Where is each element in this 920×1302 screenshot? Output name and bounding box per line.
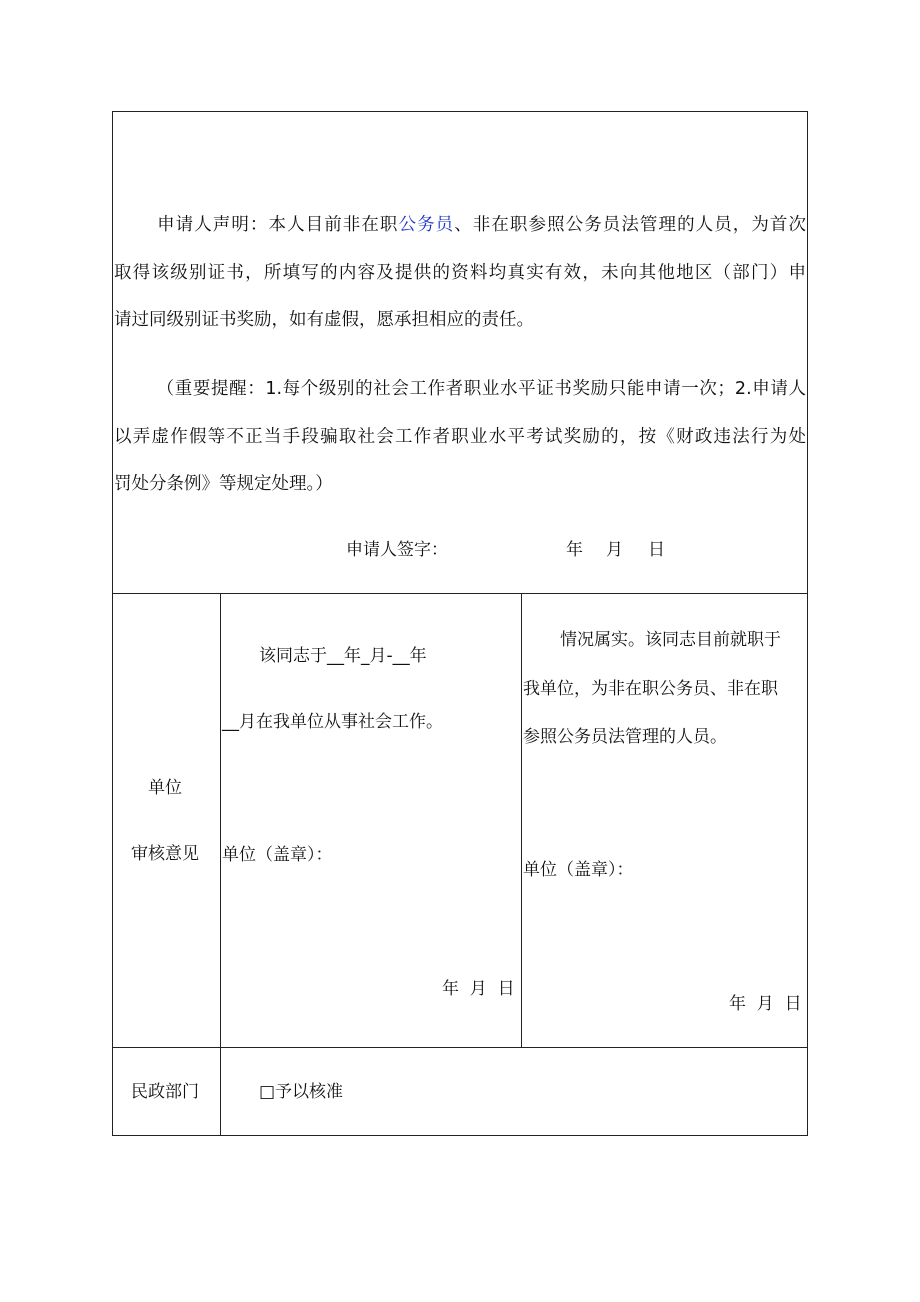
civil-servant-link[interactable]: 公务员 (398, 215, 455, 235)
declaration-line-3: 请过同级别证书奖励，如有虚假，愿承担相应的责任。 (114, 310, 534, 330)
reminder-line-3: 罚处分条例》等规定处理。） (114, 474, 333, 494)
row-divider-2 (112, 1047, 808, 1048)
signature-year: 年 (566, 540, 583, 560)
employment-period-line-1: 该同志于__年_月-__年 (259, 646, 427, 666)
reminder-line-1: （重要提醒：1.每个级别的社会工作者职业水平证书奖励只能申请一次；2.申请人 (156, 379, 806, 399)
civil-affairs-label: 民政部门 (131, 1082, 199, 1102)
applicant-declaration (114, 202, 806, 345)
approve-checkbox-option[interactable]: □予以核准 (259, 1082, 344, 1102)
left-date: 年 月 日 (442, 979, 515, 999)
declaration-line-2: 取得该级别证书，所填写的内容及提供的资料均真实有效，未向其他地区（部门）申 (114, 262, 806, 283)
signature-month: 月 (606, 540, 623, 560)
signature-day: 日 (648, 540, 665, 560)
col-divider-label (220, 593, 221, 1136)
review-opinion-label: 审核意见 (131, 844, 199, 864)
right-unit-seal-label: 单位（盖章）： (523, 860, 634, 880)
verification-line-2: 我单位，为非在职公务员、非在职 (523, 679, 778, 699)
left-unit-seal-label: 单位（盖章）： (222, 845, 333, 865)
applicant-signature-label: 申请人签字： (346, 540, 448, 560)
declaration-line-1: 申请人声明：本人目前非在职公务员、非在职参照公务员法管理的人员，为首次 (156, 215, 807, 235)
right-date: 年 月 日 (729, 994, 802, 1014)
verification-line-1: 情况属实。该同志目前就职于 (560, 630, 781, 650)
employment-period-line-2: __月在我单位从事社会工作。 (222, 712, 443, 732)
row-divider-1 (112, 593, 808, 594)
unit-label: 单位 (148, 778, 182, 798)
col-divider-middle (521, 593, 522, 1048)
reminder-line-2: 以弄虚作假等不正当手段骗取社会工作者职业水平考试奖励的，按《财政违法行为处 (114, 426, 806, 447)
verification-line-3: 参照公务员法管理的人员。 (523, 727, 727, 747)
important-reminder (114, 366, 806, 509)
